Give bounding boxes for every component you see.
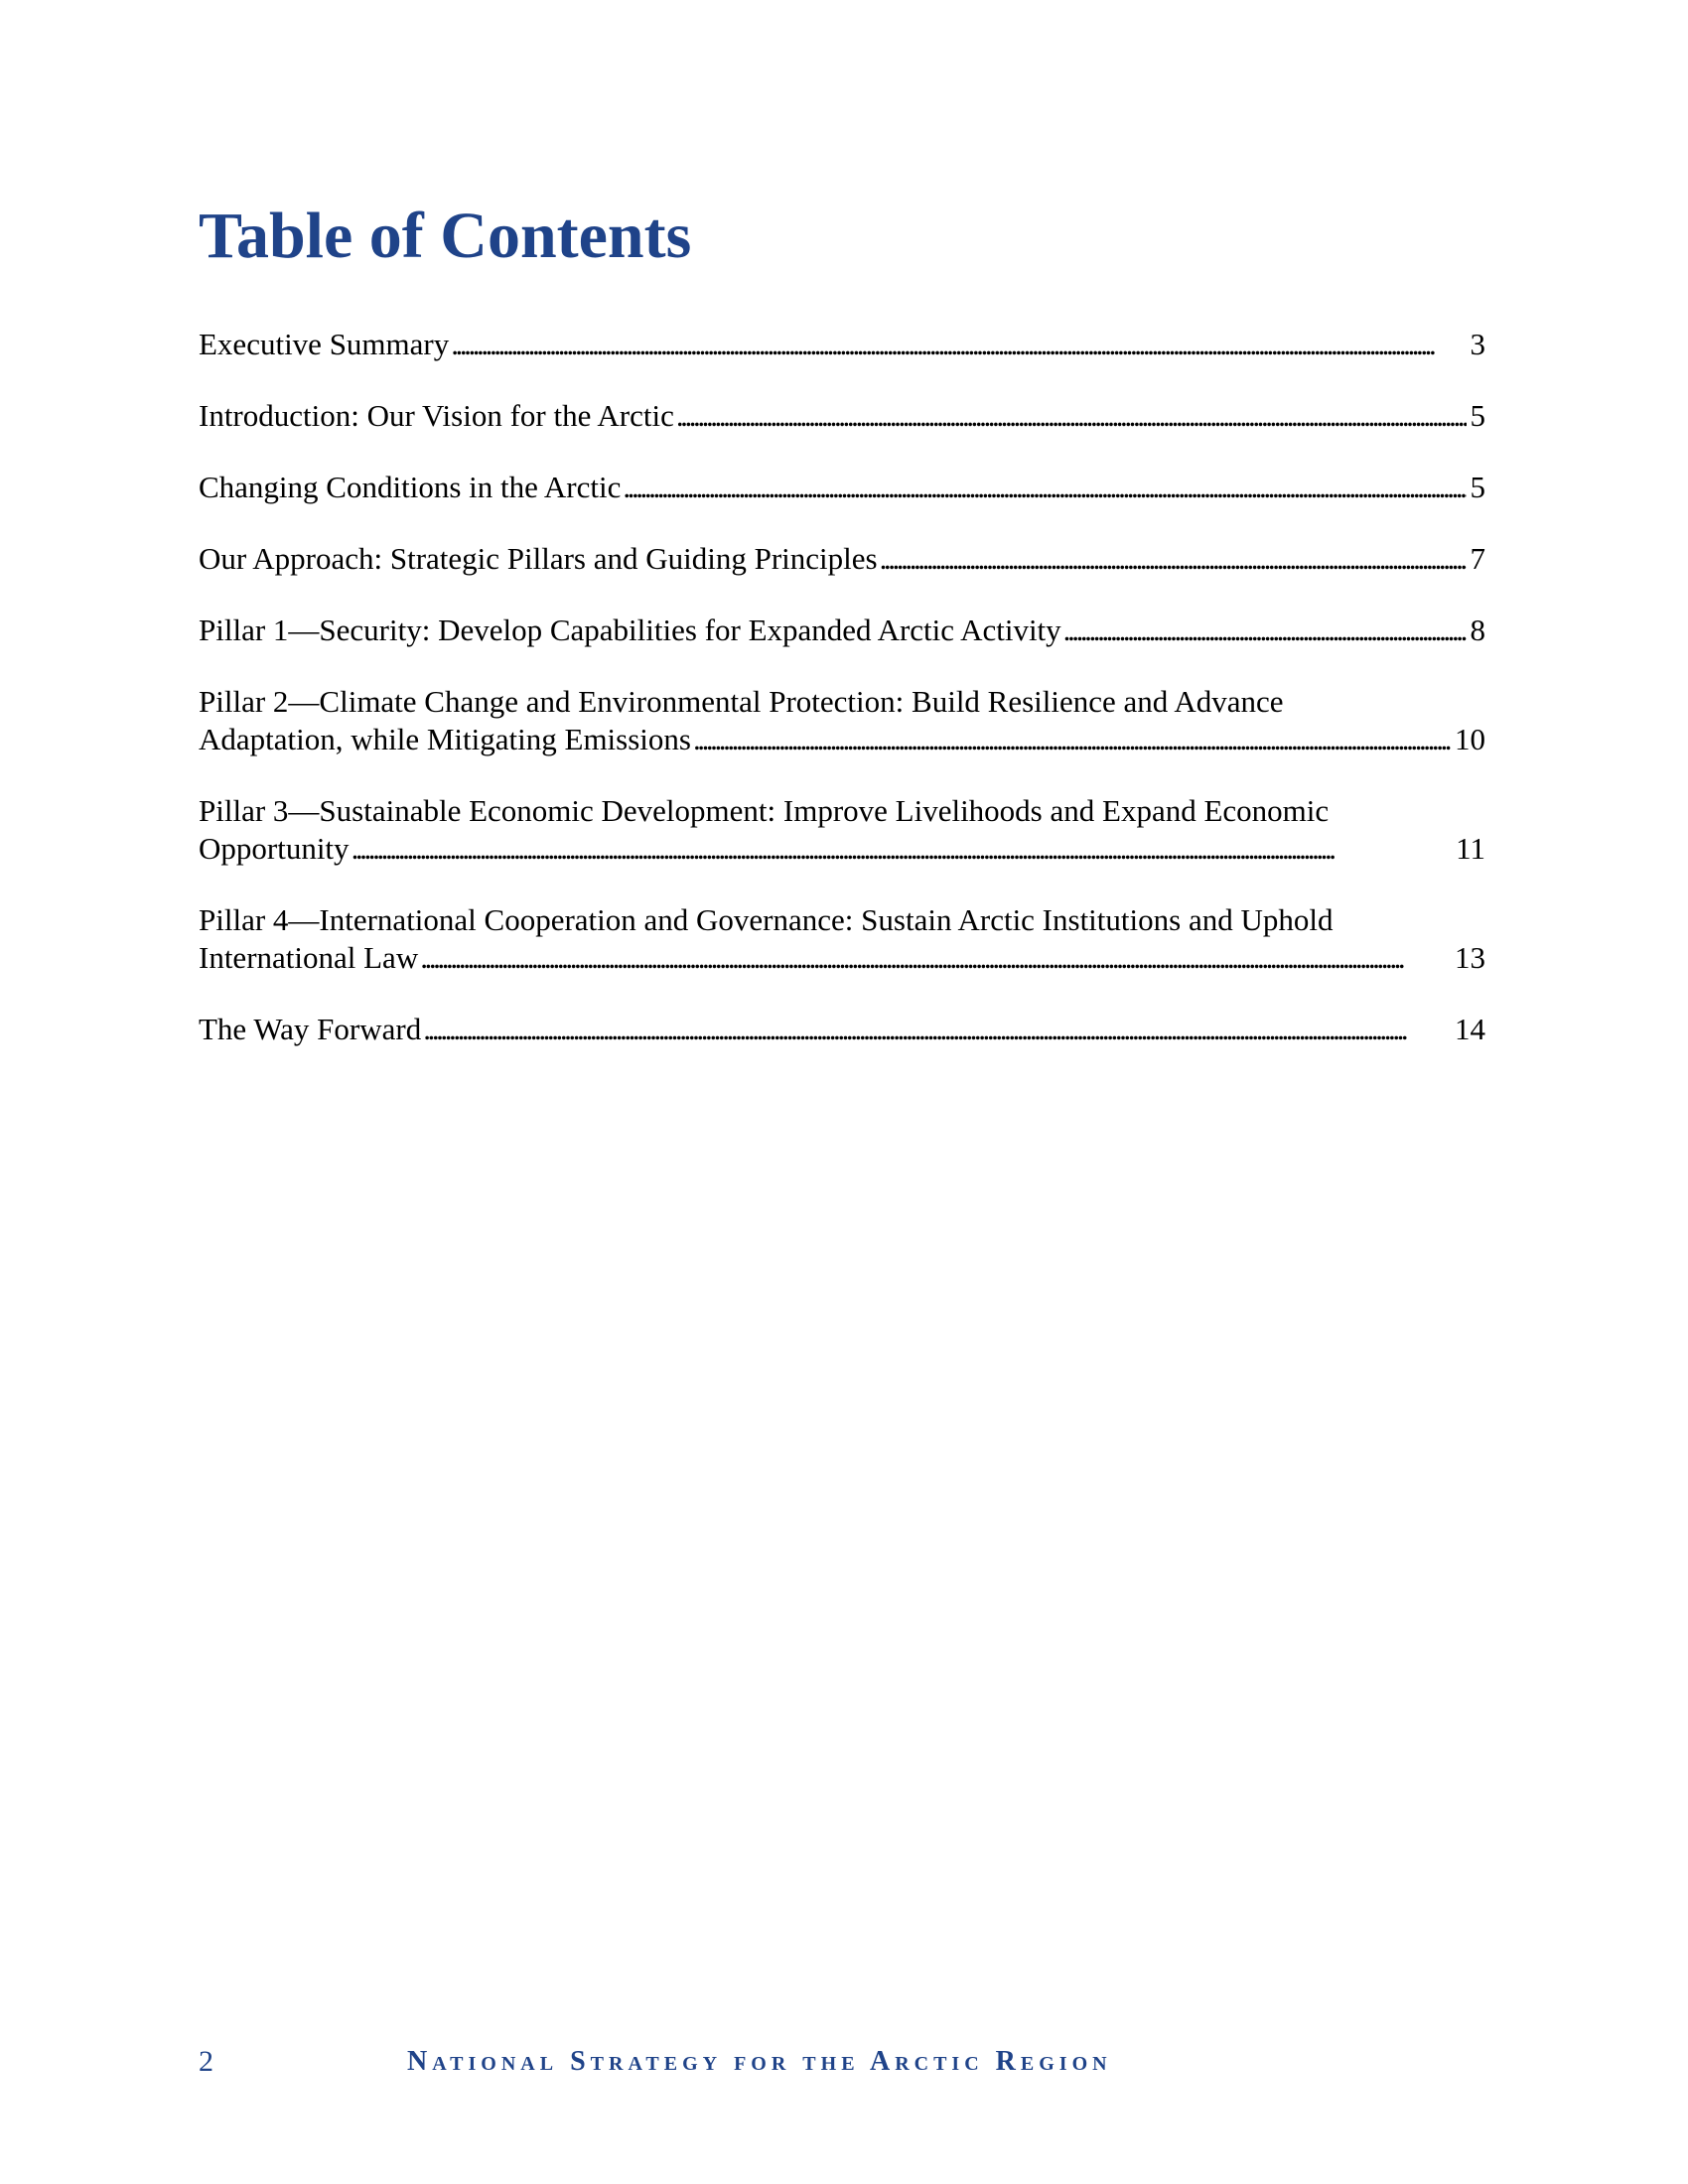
toc-entry-text: International Law	[199, 940, 419, 975]
toc-entry-text: The Way Forward	[199, 1012, 422, 1046]
page-title: Table of Contents	[199, 200, 692, 272]
footer-document-title: National Strategy for the Arctic Region	[407, 2046, 1112, 2077]
dot-leader	[623, 469, 1466, 506]
toc-page-number: 3	[1470, 327, 1485, 361]
toc-entry-pillar-4[interactable]	[199, 901, 1485, 977]
dot-leader	[352, 830, 1453, 868]
dot-leader	[451, 326, 1466, 363]
toc-entry-text: Introduction: Our Vision for the Arctic	[199, 398, 674, 433]
toc-entry-pillar-3[interactable]	[199, 792, 1485, 868]
toc-page-number: 7	[1470, 541, 1485, 576]
toc-page-number: 11	[1456, 831, 1485, 866]
toc-entry-text: Changing Conditions in the Arctic	[199, 470, 622, 504]
dot-leader	[693, 721, 1451, 758]
toc-page-number: 5	[1470, 398, 1485, 433]
toc-page-number: 10	[1455, 722, 1485, 756]
toc-entry-text-line-1: Pillar 3—Sustainable Economic Development: Improve Livelihoods and Expand Economic	[199, 793, 1330, 828]
toc-entry-introduction[interactable]	[199, 397, 1485, 435]
toc-entry-pillar-2[interactable]	[199, 683, 1485, 758]
toc-list	[199, 326, 1485, 1082]
toc-entry-changing-conditions[interactable]	[199, 469, 1485, 506]
toc-entry-text: Pillar 1—Security: Develop Capabilities for Expanded Arctic Activity	[199, 613, 1061, 647]
toc-entry-text-line-1: Pillar 4—International Cooperation and Governance: Sustain Arctic Institutions and Uphold	[199, 902, 1334, 937]
toc-entry-way-forward[interactable]	[199, 1011, 1485, 1048]
toc-page-number: 13	[1455, 940, 1485, 975]
page-footer	[199, 2042, 1489, 2082]
toc-entry-executive-summary[interactable]	[199, 326, 1485, 363]
dot-leader	[676, 397, 1467, 435]
toc-entry-text: Our Approach: Strategic Pillars and Guiding Principles	[199, 541, 878, 576]
toc-page-number: 8	[1470, 613, 1485, 647]
toc-entry-text-line-1: Pillar 2—Climate Change and Environmental Protection: Build Resilience and Advance	[199, 684, 1284, 719]
footer-page-number: 2	[199, 2045, 213, 2078]
toc-entry-our-approach[interactable]	[199, 540, 1485, 578]
dot-leader	[423, 1011, 1451, 1048]
toc-page-number: 5	[1470, 470, 1485, 504]
toc-entry-pillar-1[interactable]	[199, 612, 1485, 649]
toc-entry-text: Adaptation, while Mitigating Emissions	[199, 722, 691, 756]
toc-entry-text: Opportunity	[199, 831, 350, 866]
toc-entry-text: Executive Summary	[199, 327, 450, 361]
toc-page-number: 14	[1455, 1012, 1485, 1046]
dot-leader	[880, 540, 1467, 578]
dot-leader	[420, 939, 1451, 977]
dot-leader	[1063, 612, 1467, 649]
